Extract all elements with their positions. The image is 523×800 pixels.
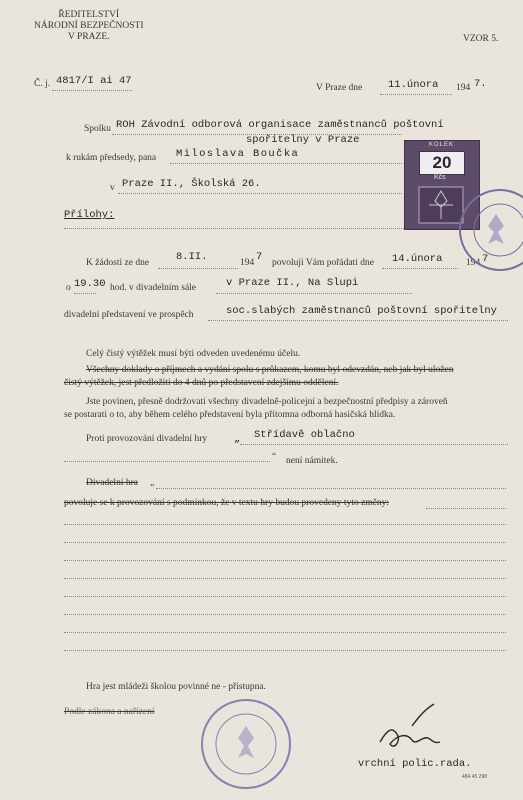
spolku-value-2: spořitelny v Praze bbox=[246, 134, 360, 146]
official-round-seal-icon bbox=[198, 696, 294, 792]
play-title: Střídavě oblačno bbox=[254, 429, 355, 441]
request-year-suffix: 7 bbox=[256, 251, 263, 263]
paragraph-safety-2: se postarati o to, aby během celého představení byla přítomna odborná hasičská hlídka. bbox=[64, 410, 396, 420]
play-quote-open: „ bbox=[234, 433, 241, 445]
youth-restriction: Hra jest mládeži školou povinné ne - přístupna. bbox=[86, 682, 266, 692]
request-label: K žádosti ze dne bbox=[86, 258, 150, 268]
chair-name: Miloslava Boučka bbox=[176, 148, 300, 160]
event-year-prefix: 194 bbox=[466, 258, 481, 268]
blank-line bbox=[64, 560, 506, 561]
request-year-prefix: 194 bbox=[240, 258, 255, 268]
print-code: 484 45 298 bbox=[462, 774, 488, 780]
blank-line bbox=[64, 596, 506, 597]
paragraph-proceeds: Celý čistý výtěžek musí býti odveden uvedenému účelu. bbox=[86, 349, 301, 359]
stamp-top-text: KOLEK bbox=[429, 142, 455, 148]
signature-title: vrchní polic.rada. bbox=[358, 758, 472, 770]
blank-line bbox=[64, 542, 506, 543]
spolku-value-1: ROH Závodní odborová organisace zaměstnanců poštovní bbox=[116, 119, 444, 131]
blank-line bbox=[64, 524, 506, 525]
handwritten-signature bbox=[372, 696, 452, 756]
benefit-label: divadelní představení ve prospěch bbox=[64, 310, 194, 320]
stamp-currency: Kčs bbox=[434, 174, 446, 181]
bottom-struck-text: Podle zákona a nařízení bbox=[64, 707, 155, 717]
blank-line bbox=[64, 614, 506, 615]
blank-line bbox=[64, 650, 506, 651]
drama-quote: „ bbox=[150, 478, 155, 488]
address-value: Praze II., Školská 26. bbox=[122, 178, 261, 190]
time-prefix: o bbox=[66, 283, 71, 293]
office-line-3: V PRAZE. bbox=[67, 32, 110, 42]
stamp-value: 20 bbox=[419, 151, 465, 175]
hall-text: hod. v divadelním sále bbox=[110, 283, 197, 293]
spolku-label: Spolku bbox=[84, 124, 111, 134]
paragraph-safety-1: Jste povinen, přesně dodržovati všechny divadelně-policejní a bezpečnostní předpisy a zároveň bbox=[86, 397, 448, 407]
blank-line bbox=[64, 632, 506, 633]
attachments-label: Přílohy: bbox=[64, 209, 115, 221]
address-prefix: v bbox=[110, 183, 115, 193]
year-prefix: 194 bbox=[456, 83, 471, 93]
blank-line bbox=[64, 578, 506, 579]
cj-value: 4817/I ai 47 bbox=[56, 75, 132, 87]
official-round-seal-icon bbox=[452, 182, 523, 278]
hall-value: v Praze II., Na Slupi bbox=[226, 277, 359, 289]
play-quote-close: “ bbox=[272, 452, 277, 462]
office-header bbox=[34, 10, 144, 43]
office-line-2: NÁRODNÍ BEZPEČNOSTI bbox=[34, 21, 144, 31]
chair-label: k rukám předsedy, pana bbox=[66, 153, 157, 163]
time-value: 19.30 bbox=[74, 278, 106, 290]
no-objection: není námitek. bbox=[286, 456, 338, 466]
place-label: V Praze dne bbox=[316, 83, 363, 93]
event-date: 14.února bbox=[392, 253, 443, 265]
year-suffix: 7. bbox=[474, 78, 487, 90]
benefit-value: soc.slabých zaměstnanců poštovní spořitelny bbox=[226, 305, 497, 317]
form-label: VZOR 5. bbox=[463, 34, 499, 44]
conditions-struck: povoluje se k provozování s podmínkou, že v textu hry budou provedeny tyto změny: bbox=[64, 498, 390, 508]
cj-label: Č. j. bbox=[34, 79, 51, 89]
permit-text: povoluji Vám pořádati dne bbox=[272, 258, 374, 268]
request-date: 8.II. bbox=[176, 251, 208, 263]
play-label: Proti provozování divadelní hry bbox=[86, 434, 208, 444]
paragraph-documents-struck-2: čistý výtěžek, jest předložiti do 4 dnů po představení zdejšímu oddělení. bbox=[64, 378, 339, 388]
date-value: 11.února bbox=[388, 79, 439, 91]
event-year-suffix: 7 bbox=[482, 253, 489, 265]
office-line-1: ŘEDITELSTVÍ bbox=[58, 10, 120, 20]
drama-label-struck: Divadelní hra bbox=[86, 478, 138, 488]
paragraph-documents-struck-1: Všechny doklady o příjmech a vydání spolu s průkazem, komu byl odevzdán, neb jak byl uložen bbox=[86, 365, 454, 375]
